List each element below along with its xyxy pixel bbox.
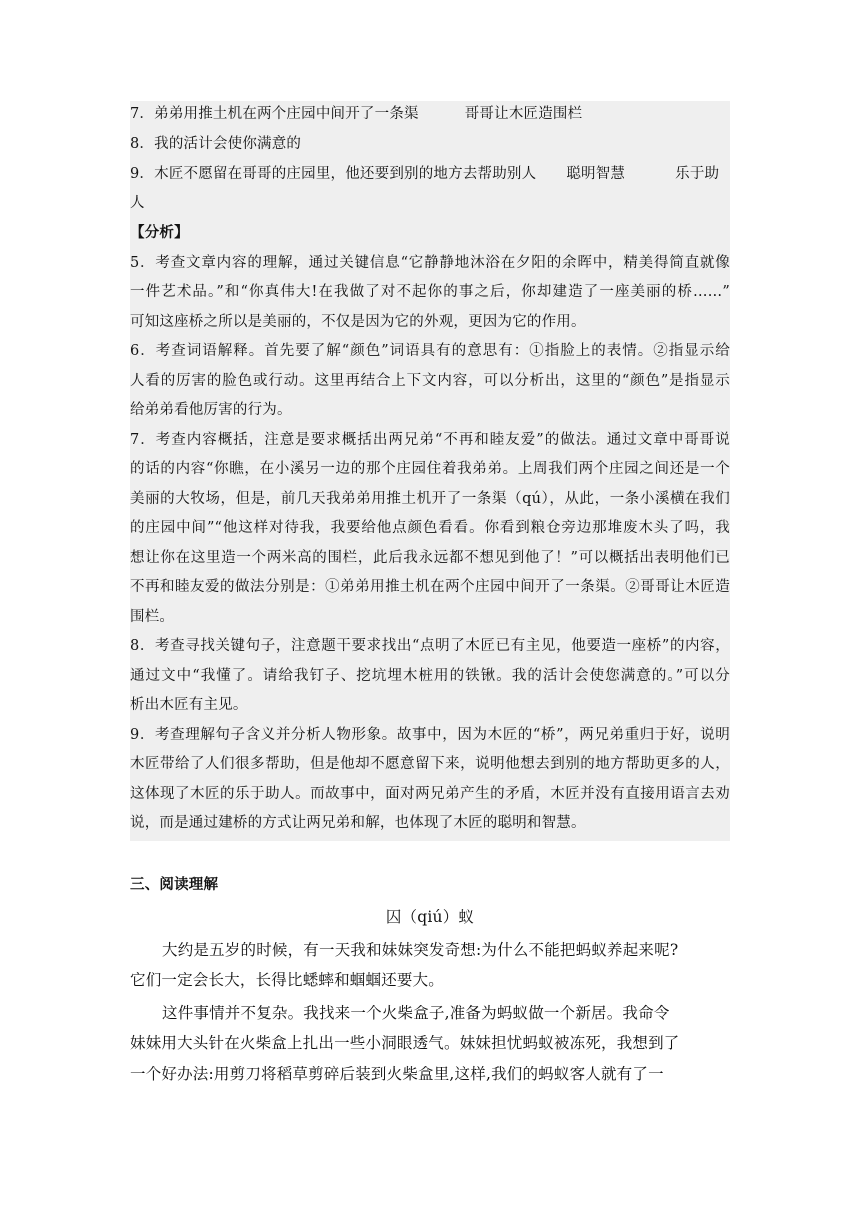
passage-title: 囚（qiú）蚁	[385, 908, 475, 926]
answer-8: 8．我的活计会使你满意的	[130, 136, 302, 152]
analysis-line: 想让你在这里造一个两米高的围栏，此后我永远都不想见到他了！”可以概括出表明他们已	[130, 550, 730, 566]
analysis-line: 析出木匠有主见。	[130, 697, 248, 713]
analysis-line: 人看的厉害的脸色或行动。这里再结合上下文内容，可以分析出，这里的“颜色”是指显示	[130, 373, 730, 389]
analysis-line: 9．考查理解句子含义并分析人物形象。故事中，因为木匠的“桥”，两兄弟重归于好，说明	[130, 727, 730, 743]
analysis-line: 通过文中“我懂了。请给我钉子、挖坑埋木桩用的铁锹。我的活计会使您满意的。”可以分	[130, 668, 730, 684]
answer-9-continued: 人	[130, 195, 145, 211]
answer-7-text-2: 哥哥让木匠造围栏	[464, 106, 583, 122]
answer-9-text-3: 乐于助	[675, 166, 720, 182]
analysis-line: 一件艺术品。”和“你真伟大!在我做了对不起你的事之后，你却建造了一座美丽的桥……”	[130, 284, 730, 300]
analysis-line: 7．考查内容概括，注意是要求概括出两兄弟“不再和睦友爱”的做法。通过文章中哥哥说	[130, 432, 730, 448]
analysis-line: 5．考查文章内容的理解，通过关键信息“它静静地沐浴在夕阳的余晖中，精美得简直就像	[130, 255, 730, 271]
answer-9-text-2: 聪明智慧	[566, 166, 626, 182]
analysis-heading: 【分析】	[130, 224, 189, 241]
passage-line: 这件事情并不复杂。我找来一个火柴盒子,准备为蚂蚁做一个新居。我命令	[162, 1004, 670, 1022]
passage-line: 一个好办法:用剪刀将稻草剪碎后装到火柴盒里,这样,我们的蚂蚁客人就有了一	[130, 1065, 664, 1083]
answer-9-text-1: 9．木匠不愿留在哥哥的庄园里，他还要到别的地方去帮助别人	[130, 166, 537, 182]
analysis-line: 美丽的大牧场，但是，前几天我弟弟用推土机开了一条渠（qú），从此，一条小溪横在我们	[130, 491, 730, 507]
analysis-line: 8．考查寻找关键句子，注意题干要求找出“点明了木匠已有主见，他要造一座桥”的内容，	[130, 638, 730, 654]
answer-7	[130, 104, 730, 124]
analysis-line: 不再和睦友爱的做法分别是：①弟弟用推土机在两个庄园中间开了一条渠。②哥哥让木匠造	[130, 579, 730, 595]
analysis-line: 的话的内容“你瞧，在小溪另一边的那个庄园住着我弟弟。上周我们两个庄园之间还是一个	[130, 461, 730, 477]
answer-7-text-1: 7．弟弟用推土机在两个庄园中间开了一条渠	[130, 106, 419, 122]
analysis-line: 给弟弟看他厉害的行为。	[130, 402, 292, 418]
analysis-line: 说，而是通过建桥的方式让两兄弟和解，也体现了木匠的聪明和智慧。	[130, 815, 586, 831]
analysis-line: 围栏。	[130, 609, 175, 625]
analysis-line: 木匠带给了人们很多帮助，但是他却不愿意留下来，说明他想去到别的地方帮助更多的人，	[130, 756, 730, 772]
analysis-line: 的庄园中间”“他这样对待我，我要给他点颜色看看。你看到粮仓旁边那堆废木头了吗，我	[130, 520, 730, 536]
analysis-line: 6．考查词语解释。首先要了解“颜色”词语具有的意思有：①指脸上的表情。②指显示给	[130, 343, 730, 359]
analysis-line: 可知这座桥之所以是美丽的，不仅是因为它的外观，更因为它的作用。	[130, 314, 586, 330]
passage-line: 妹妹用大头针在火柴盒上扎出一些小洞眼透气。妹妹担忧蚂蚁被冻死，我想到了	[130, 1034, 680, 1052]
passage-line: 它们一定会长大，长得比蟋蟀和蝈蝈还要大。	[130, 971, 445, 989]
section-heading: 三、阅读理解	[130, 876, 219, 893]
answer-9	[130, 164, 730, 184]
analysis-line: 这体现了木匠的乐于助人。而故事中，面对两兄弟产生的矛盾，木匠并没有直接用语言去劝	[130, 786, 730, 802]
passage-line: 大约是五岁的时候，有一天我和妹妹突发奇想:为什么不能把蚂蚁养起来呢?	[162, 941, 679, 959]
